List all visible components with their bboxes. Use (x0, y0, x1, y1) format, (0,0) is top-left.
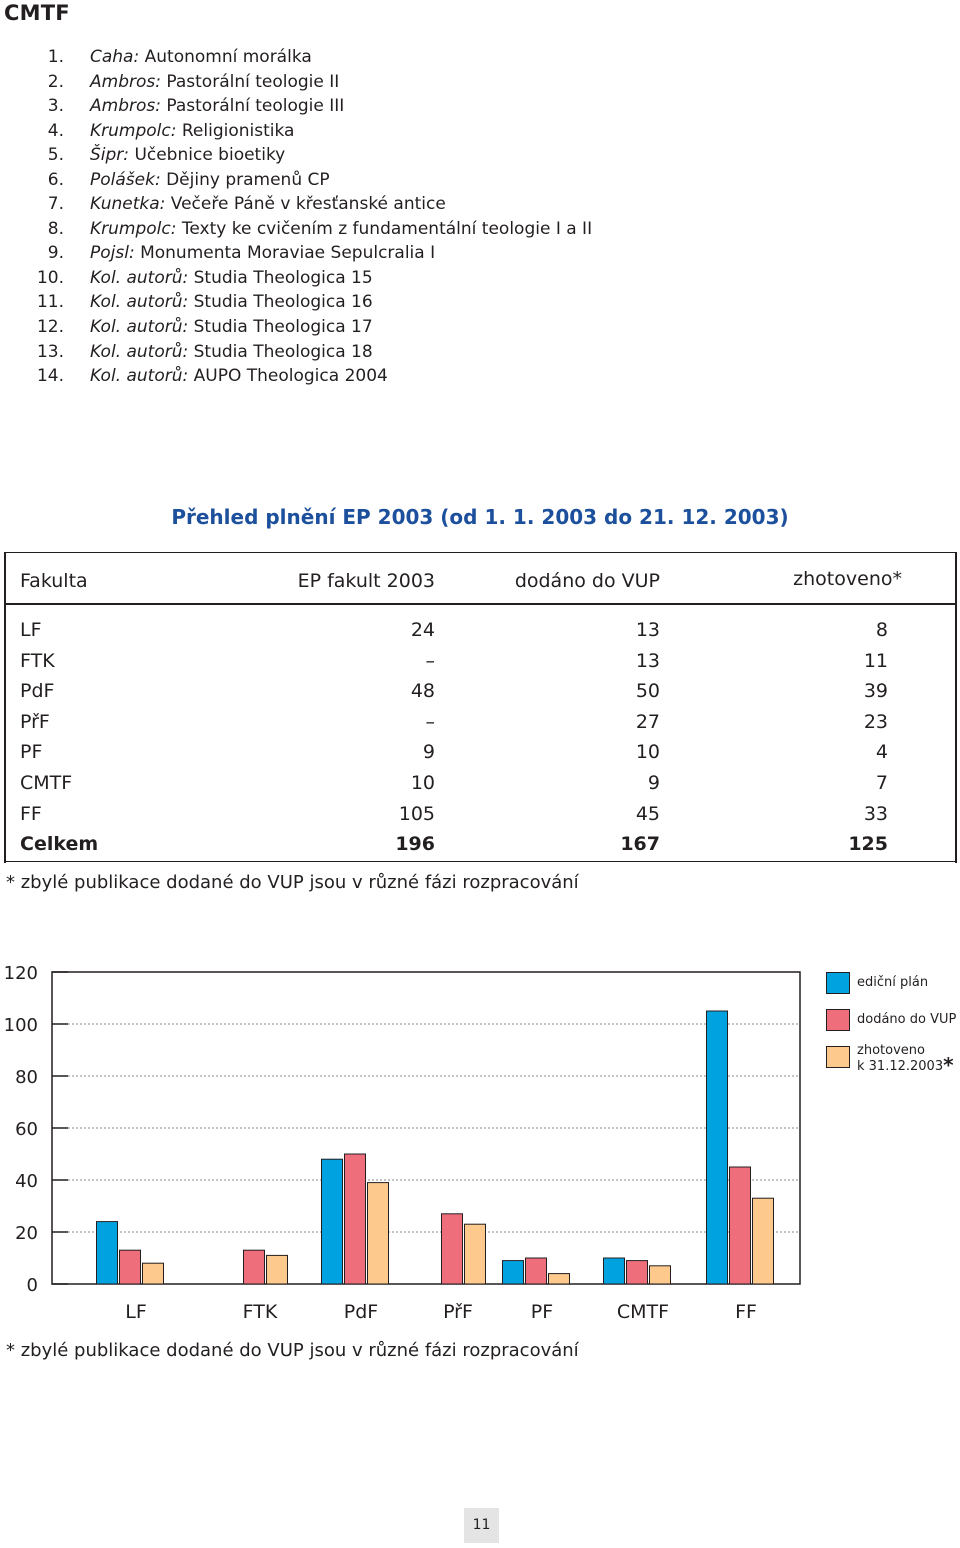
bar-cmtf-series-2 (627, 1261, 648, 1284)
table-cell-dodano: 27 (635, 710, 660, 733)
publication-author: Polášek: (90, 169, 161, 190)
table-cell-dodano: 167 (620, 833, 660, 856)
y-tick-label: 0 (26, 1275, 38, 1296)
publication-number: 12. (36, 317, 64, 338)
bar-ftk-series-2 (244, 1250, 265, 1284)
bar-ftk-series-3 (267, 1255, 288, 1284)
publication-number: 10. (36, 267, 64, 288)
column-header-ep-fakult: EP fakult 2003 (297, 570, 435, 592)
bar-lf-series-3 (143, 1263, 164, 1284)
y-tick-label: 40 (15, 1171, 38, 1192)
y-tick-label: 120 (3, 963, 38, 984)
table-cell-ep-fakult: 9 (422, 741, 435, 764)
x-tick-label: PdF (343, 1301, 379, 1320)
legend-label-zhotoveno-line2: k 31.12.2003 (857, 1059, 944, 1074)
x-tick-label: CMTF (616, 1301, 670, 1320)
table-cell-dodano: 13 (635, 649, 660, 672)
x-tick-label: PF (530, 1301, 554, 1320)
publication-text (90, 70, 339, 95)
table-frame (4, 552, 956, 862)
page-number: 11 (464, 1508, 499, 1543)
table-cell-ep-fakult: – (425, 710, 435, 733)
publication-text (90, 364, 388, 389)
table-cell-fakulta: PF (20, 741, 43, 764)
publication-title: AUPO Theologica 2004 (193, 366, 388, 387)
x-tick-label: FTK (242, 1301, 278, 1320)
publication-author: Krumpolc: (90, 120, 177, 141)
publication-author: Kol. autorů: (90, 267, 189, 288)
publication-text (90, 143, 285, 168)
table-cell-fakulta: FF (20, 802, 42, 825)
publication-author: Krumpolc: (90, 218, 177, 239)
table-cell-zhotoveno: 23 (863, 710, 888, 733)
table-cell-zhotoveno: 125 (848, 833, 888, 856)
table-cell-ep-fakult: 196 (395, 833, 435, 856)
publication-title: Religionistika (181, 120, 295, 141)
publication-text (90, 266, 373, 291)
bar-pf-series-2 (526, 1258, 547, 1284)
publication-author: Šipr: (90, 145, 130, 166)
legend-swatch-edicni-plan (826, 972, 850, 994)
publication-text (90, 192, 446, 217)
table-cell-dodano: 9 (647, 772, 660, 794)
x-tick-label: FF (735, 1301, 757, 1320)
bar-pf-series-1 (503, 1261, 524, 1284)
publication-author: Kunetka: (90, 194, 166, 215)
chart-footnote: * zbylé publikace dodané do VUP jsou v různé fázi rozpracování (6, 1340, 579, 1361)
table-right-border (955, 552, 957, 863)
publication-title: Dějiny pramenů CP (166, 169, 330, 190)
table-cell-zhotoveno: 4 (875, 741, 888, 764)
table-cell-fakulta: PdF (20, 680, 55, 703)
publication-author: Ambros: (90, 71, 161, 92)
publication-author: Kol. autorů: (90, 317, 189, 338)
bar-cmtf-series-3 (650, 1266, 671, 1284)
y-tick-label: 60 (15, 1119, 38, 1140)
x-tick-label: PřF (443, 1301, 473, 1320)
table-cell-dodano: 45 (635, 802, 660, 825)
table-cell-zhotoveno: 11 (863, 649, 888, 672)
table-left-border (4, 552, 6, 863)
table-header-rule (4, 603, 957, 605)
publication-number: 2. (47, 71, 64, 92)
table-cell-fakulta: Celkem (20, 833, 99, 856)
column-header-dodano: dodáno do VUP (514, 570, 660, 592)
bar-lf-series-2 (120, 1250, 141, 1284)
publication-title: Večeře Páně v křesťanské antice (170, 194, 446, 215)
bar-přf-series-2 (442, 1214, 463, 1284)
publication-number: 5. (47, 145, 64, 166)
publication-title: Pastorální teologie III (166, 96, 345, 117)
table-cell-ep-fakult: 24 (410, 619, 435, 641)
bar-pf-series-3 (549, 1274, 570, 1284)
bar-přf-series-3 (465, 1224, 486, 1284)
publication-title: Monumenta Moraviae Sepulcralia I (140, 243, 436, 264)
table-cell-zhotoveno: 33 (863, 802, 888, 825)
bar-cmtf-series-1 (604, 1258, 625, 1284)
bar-chart (0, 950, 960, 1320)
table-cell-zhotoveno: 8 (875, 619, 888, 641)
table-cell-zhotoveno: 7 (875, 772, 888, 794)
publication-number: 7. (47, 194, 64, 215)
publication-text (90, 94, 344, 119)
publication-author: Ambros: (90, 96, 161, 117)
table-cell-fakulta: LF (20, 619, 42, 641)
publication-text (90, 315, 373, 340)
table-cell-ep-fakult: 48 (410, 680, 435, 703)
legend-swatch-zhotoveno (826, 1046, 850, 1068)
legend-asterisk: * (943, 1053, 954, 1077)
publication-author: Caha: (90, 47, 140, 67)
publication-title: Pastorální teologie II (166, 71, 340, 92)
table-cell-dodano: 13 (635, 619, 660, 641)
publication-title: Studia Theologica 17 (193, 317, 373, 338)
legend-label-zhotoveno (857, 1043, 954, 1077)
legend-label-dodano: dodáno do VUP (857, 1012, 957, 1027)
table-footnote: * zbylé publikace dodané do VUP jsou v různé fázi rozpracování (6, 872, 579, 893)
y-tick-label: 20 (15, 1223, 38, 1244)
publication-number: 13. (36, 341, 64, 362)
publication-text (90, 340, 373, 365)
table-cell-fakulta: FTK (20, 649, 55, 672)
publication-author: Kol. autorů: (90, 292, 189, 313)
publication-number: 1. (47, 47, 64, 67)
table-cell-ep-fakult: 10 (410, 772, 435, 794)
bar-ff-series-2 (730, 1167, 751, 1284)
publication-number: 14. (36, 366, 64, 387)
legend-swatch-dodano (826, 1009, 850, 1031)
column-header-zhotoveno: zhotoveno* (793, 568, 902, 590)
publication-number: 3. (47, 96, 64, 117)
publication-number: 6. (47, 169, 64, 190)
section-title: CMTF (4, 1, 70, 25)
publication-title: Texty ke cvičením z fundamentální teologie I a II (181, 218, 593, 239)
bar-pdf-series-3 (368, 1183, 389, 1284)
publication-author: Kol. autorů: (90, 366, 189, 387)
publication-title: Studia Theologica 15 (193, 267, 373, 288)
publication-number: 8. (47, 218, 64, 239)
publication-title: Autonomní morálka (144, 47, 312, 67)
y-tick-label: 100 (3, 1015, 38, 1036)
bar-pdf-series-1 (322, 1159, 343, 1284)
column-header-fakulta: Fakulta (20, 570, 88, 592)
bar-ff-series-1 (707, 1011, 728, 1284)
publication-title: Studia Theologica 18 (193, 341, 373, 362)
y-tick-label: 80 (15, 1067, 38, 1088)
table-cell-dodano: 10 (635, 741, 660, 764)
publication-text (90, 217, 592, 242)
publication-text (90, 119, 294, 144)
bar-ff-series-3 (753, 1198, 774, 1284)
publication-text (90, 241, 435, 266)
legend-label-edicni-plan: ediční plán (857, 975, 929, 990)
publication-title: Učebnice bioetiky (134, 145, 286, 166)
table-cell-ep-fakult: 105 (398, 802, 435, 825)
x-tick-label: LF (125, 1301, 147, 1320)
table-cell-zhotoveno: 39 (863, 680, 888, 703)
table-cell-dodano: 50 (635, 680, 660, 703)
publication-number: 4. (47, 120, 64, 141)
legend-label-zhotoveno-line1: zhotoveno (857, 1043, 925, 1058)
publication-text (90, 168, 330, 193)
bar-lf-series-1 (97, 1222, 118, 1284)
table-cell-ep-fakult: – (425, 649, 435, 672)
publication-text (90, 45, 312, 70)
bar-pdf-series-2 (345, 1154, 366, 1284)
table-cell-fakulta: CMTF (20, 772, 73, 794)
publication-text (90, 290, 373, 315)
publication-title: Studia Theologica 16 (193, 292, 373, 313)
publication-number: 9. (47, 243, 64, 264)
publication-number: 11. (36, 292, 64, 313)
table-cell-fakulta: PřF (20, 710, 50, 733)
publication-author: Pojsl: (90, 243, 135, 264)
publication-author: Kol. autorů: (90, 341, 189, 362)
table-title: Přehled plnění EP 2003 (od 1. 1. 2003 do 21. 12. 2003) (171, 505, 789, 529)
